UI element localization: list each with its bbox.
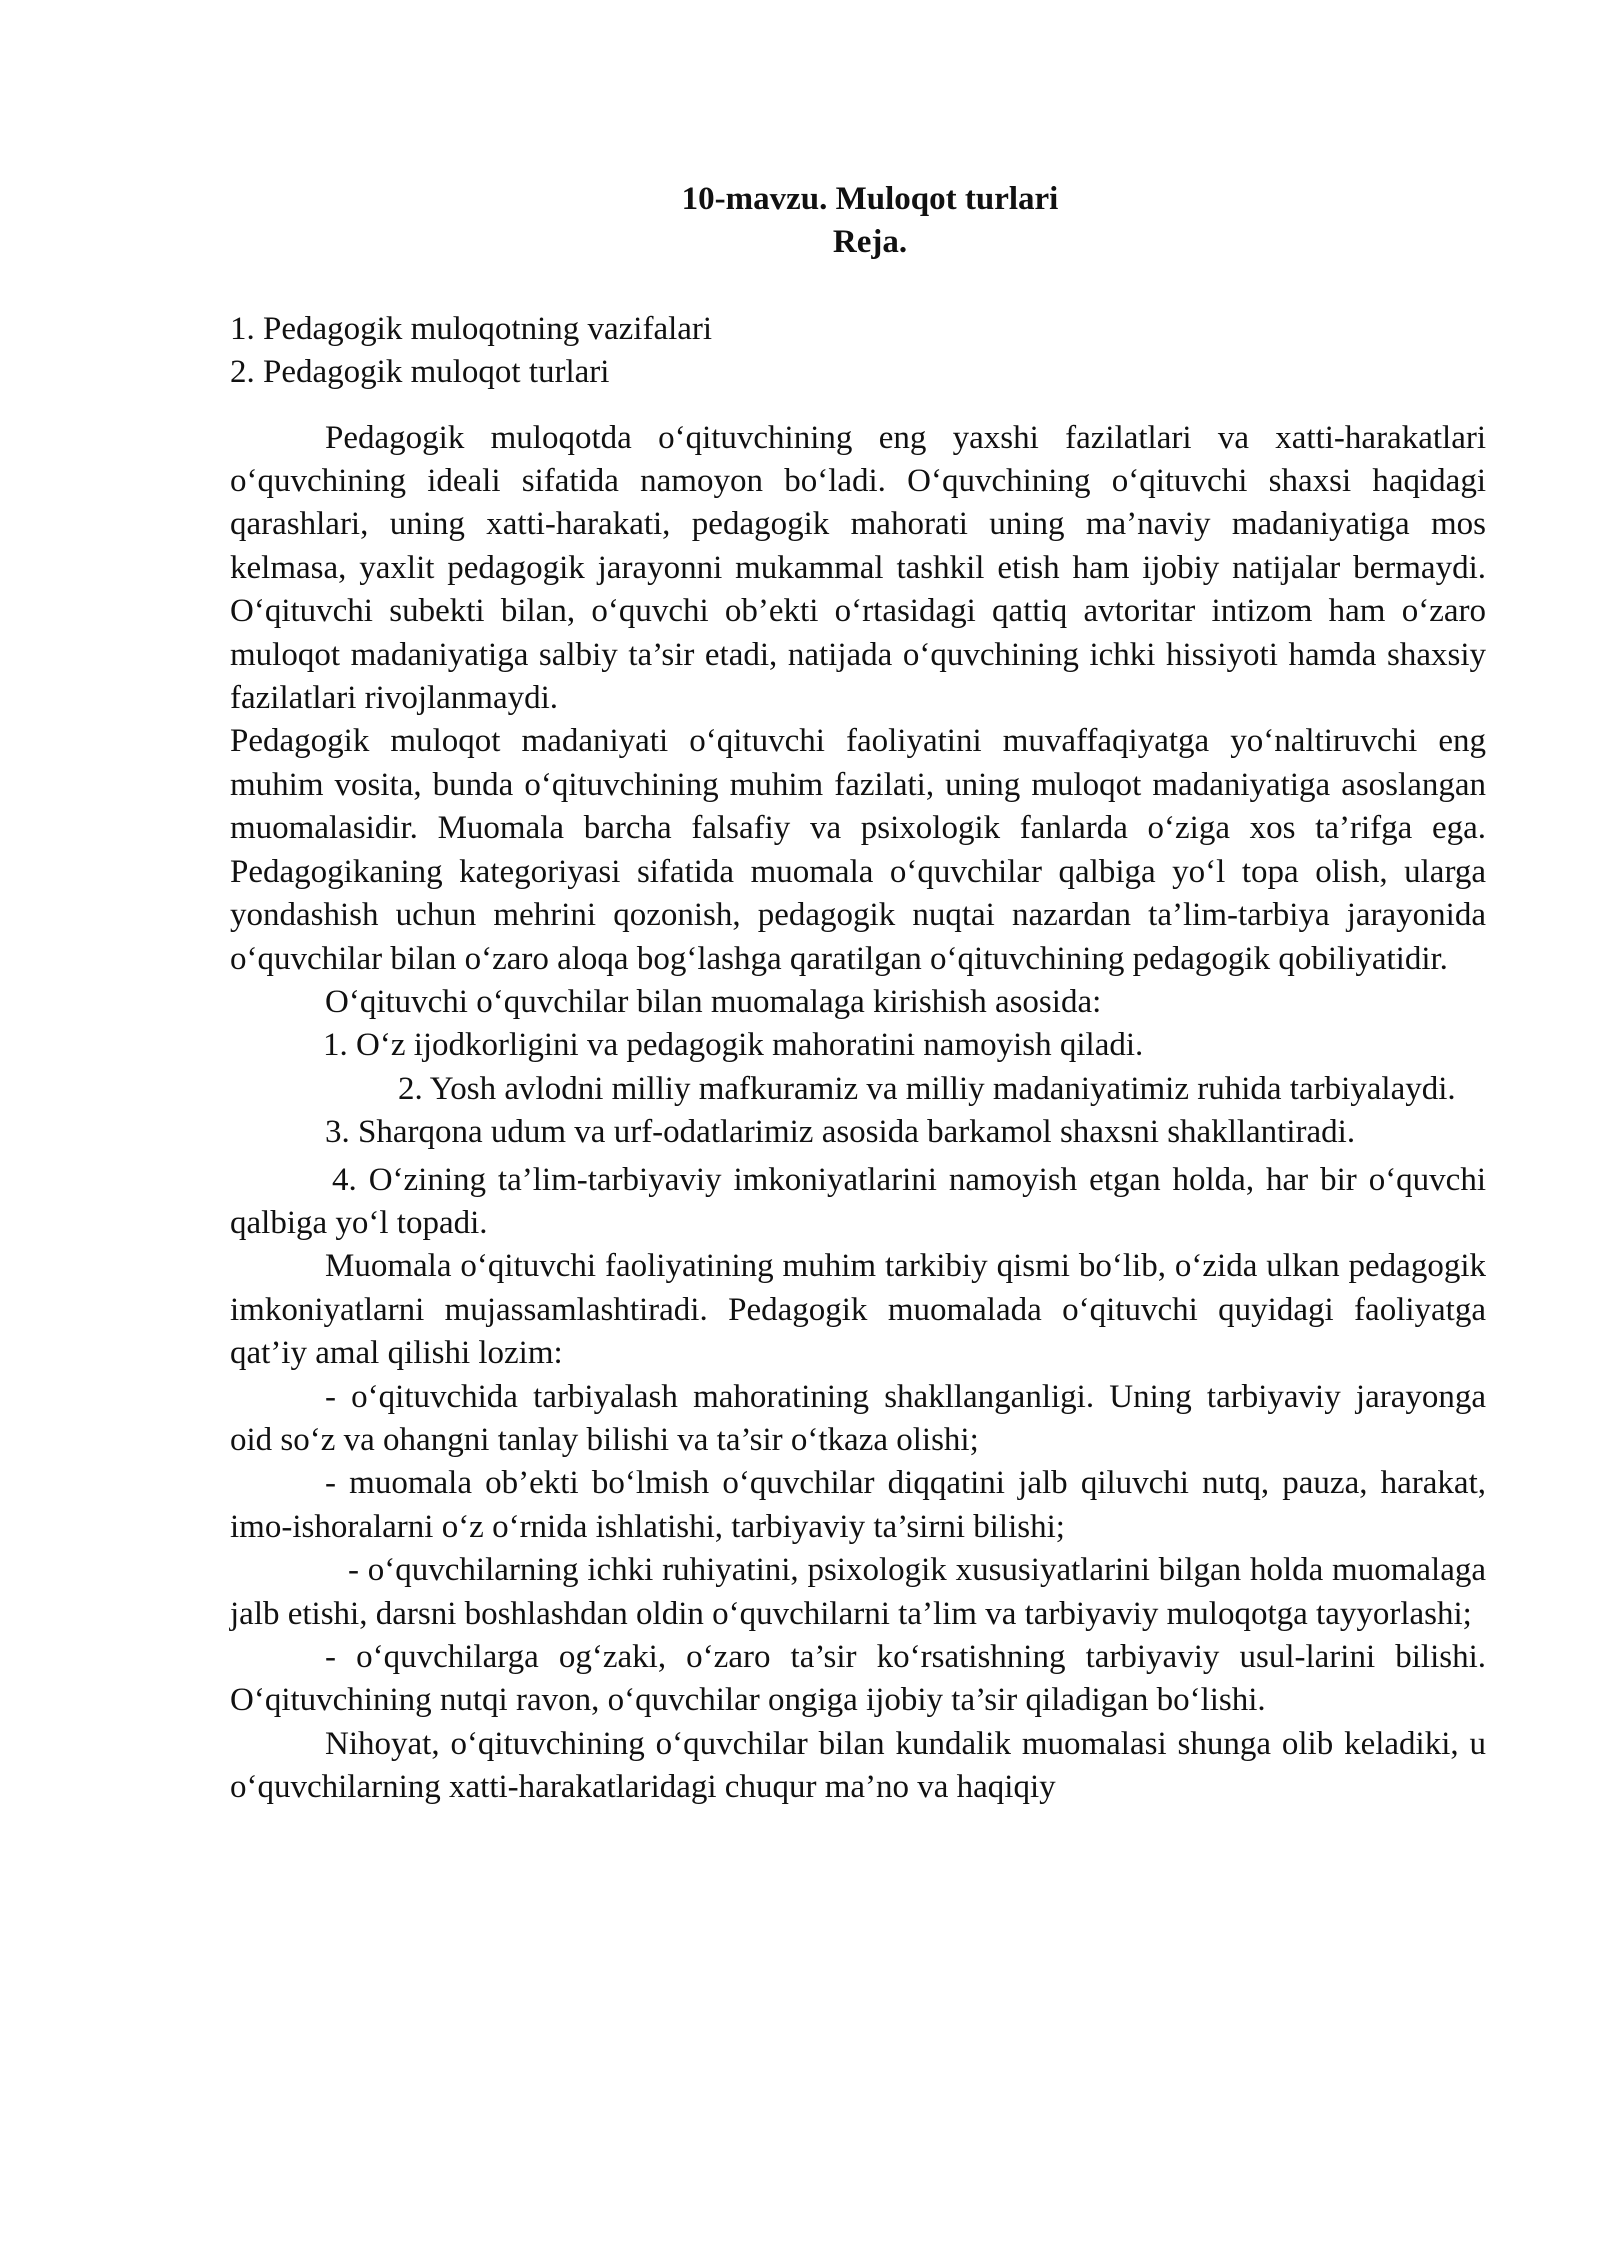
plan-item: 2. Pedagogik muloqot turlari [230, 354, 610, 391]
paragraph: Pedagogik muloqotda o‘qituvchining eng yaxshi fazilatlari va xatti-harakatlari o‘quvchining ideali sifatida namoyon bo‘ladi. O‘quvchining o‘qituvchi shaxsi haqidagi qarashlari, uning xatti-harakati, pedagogik mahorati uning ma’naviy madaniyatiga mos kelmasa, yaxlit pedagogik jarayonni mukammal tashkil etish ham ijobiy natijalar bermaydi. O‘qituvchi subekti bilan, o‘quvchi ob’ekti o‘rtasidagi qattiq avtoritar intizom ham o‘zaro muloqot madaniyatiga salbiy ta’sir etadi, natijada o‘quvchining ichki hissiyoti hamda shaxsiy fazilatlari rivojlanmaydi. [230, 419, 1486, 717]
paragraph: Pedagogik muloqot madaniyati o‘qituvchi faoliyatini muvaffaqiyatga yo‘naltiruvchi eng muhim vosita, bunda o‘qituvchining muhim fazilati, uning muloqot madaniyatiga asoslangan muomalasidir. Muomala barcha falsafiy va psixologik fanlarda o‘ziga xos ta’rifga ega. Pedagogikaning kategoriyasi sifatida muomala o‘quvchilar qalbiga yo‘l topa olish, ularga yondashish uchun mehrini qozonish, pedagogik nuqtai nazardan ta’lim-tarbiya jarayonida o‘quvchilar bilan o‘zaro aloqa bog‘lashga qaratilgan o‘qituvchining pedagogik qobiliyatidir. [230, 723, 1486, 977]
bullet-item: - o‘quvchilarga og‘zaki, o‘zaro ta’sir ko‘rsatishning tarbiyaviy usul-larini bilishi. O‘qituvchining nutqi ravon, o‘quvchilar ongiga ijobiy ta’sir qiladigan bo‘lishi. [230, 1639, 1486, 1719]
bullet-item: - o‘quvchilarning ichki ruhiyatini, psixologik xususiyatlarini bilgan holda muomalaga jalb etishi, darsni boshlashdan oldin o‘quvchilarni ta’lim va tarbiyaviy muloqotga tayyorlashi; [230, 1552, 1486, 1632]
bullet-item: - o‘qituvchida tarbiyalash mahoratining shakllanganligi. Uning tarbiyaviy jarayonga oid so‘z va ohangni tanlay bilishi va ta’sir o‘tkaza olishi; [230, 1378, 1486, 1458]
plan-list [230, 308, 1486, 395]
list-item: 4. O‘zining ta’lim-tarbiyaviy imkoniyatlarini namoyish etgan holda, har bir o‘quvchi qalbiga yo‘l topadi. [230, 1161, 1486, 1241]
list-item: 3. Sharqona udum va urf-odatlarimiz asosida barkamol shaxsni shakllantiradi. [325, 1114, 1356, 1151]
list-item: 2. Yosh avlodni milliy mafkuramiz va milliy madaniyatimiz ruhida tarbiyalaydi. [398, 1070, 1456, 1107]
paragraph: O‘qituvchi o‘quvchilar bilan muomalaga kirishish asosida: [325, 983, 1102, 1020]
paragraph: Nihoyat, o‘qituvchining o‘quvchilar bilan kundalik muomalasi shunga olib keladiki, u o‘quvchilarning xatti-harakatlaridagi chuqur ma’no va haqiqiy [230, 1725, 1486, 1806]
plan-item: 1. Pedagogik muloqotning vazifalari [230, 310, 713, 347]
paragraph: Muomala o‘qituvchi faoliyatining muhim tarkibiy qismi bo‘lib, o‘zida ulkan pedagogik imkoniyatlarni mujassamlashtiradi. Pedagogik muomalada o‘qituvchi quyidagi faoliyatga qat’iy amal qilishi lozim: [230, 1248, 1486, 1372]
document-title: 10-mavzu. Muloqot turlari [681, 181, 1059, 217]
list-item: 1. O‘z ijodkorligini va pedagogik mahoratini namoyish qiladi. [323, 1027, 1144, 1064]
document-page [230, 178, 1486, 1810]
document-subtitle: Reja. [832, 224, 908, 261]
document-body [230, 417, 1486, 1810]
bullet-item: - muomala ob’ekti bo‘lmish o‘quvchilar diqqatini jalb qiluvchi nutq, pauza, harakat, imo-ishoralarni o‘z o‘rnida ishlatishi, tarbiyaviy ta’sirni bilishi; [230, 1465, 1486, 1545]
